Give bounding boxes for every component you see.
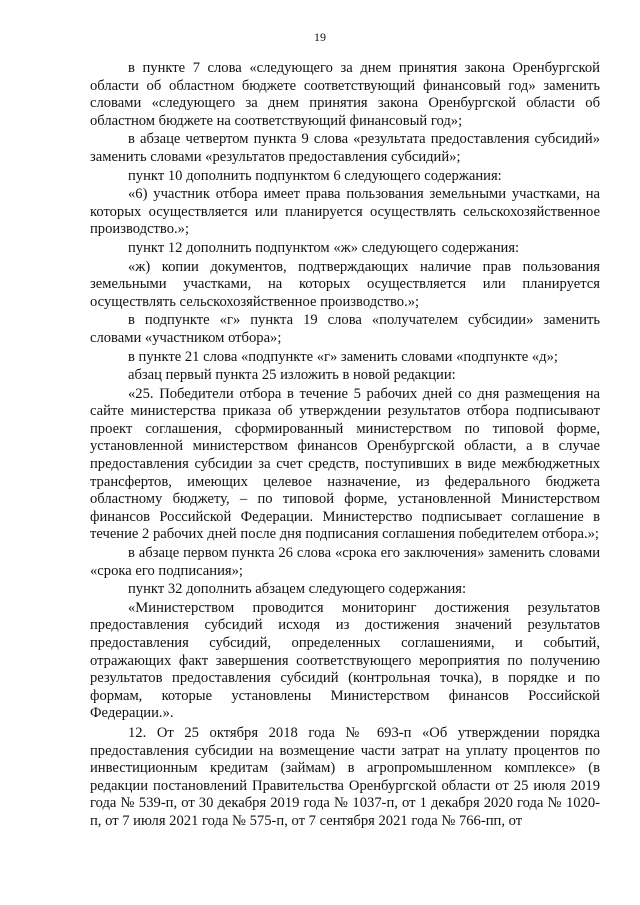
paragraph-item-21-amendment: в пункте 21 слова «подпункте «г» заменить словами «подпункте «д»;	[128, 348, 558, 365]
paragraph-subitem-zh-text: «ж) копии документов, подтверждающих наличие прав пользования земельными участками, на которых осуществляется или планируется осуществлять сельскохозяйственное производство.»;	[90, 258, 600, 310]
paragraph-item-10-intro: пункт 10 дополнить подпунктом 6 следующего содержания:	[128, 167, 502, 184]
page-number: 19	[314, 30, 326, 44]
paragraph-item-12-intro: пункт 12 дополнить подпунктом «ж» следующего содержания:	[128, 239, 520, 256]
paragraph-item-26-amendment: в абзаце первом пункта 26 слова «срока его заключения» заменить словами «срока его подписания»;	[90, 545, 600, 579]
paragraph-item-32-intro: пункт 32 дополнить абзацем следующего содержания:	[128, 581, 467, 598]
paragraph-section-12: 12. От 25 октября 2018 года № 693-п «Об утверждении порядка предоставления субсидии на возмещение части затрат на уплату процентов по инвестиционным кредитам (займам) в агропромышленном комплексе» (в редакции постановлений Правительства Оренбургской области от 25 июля 2019 года № 539-п, от 30 декабря 2019 года № 1037-п, от 1 декабря 2020 года № 1020-п, от 7 июля 2021 года № 575-п, от 7 сентября 2021 года № 766-пп, от	[90, 724, 600, 829]
paragraph-item-32-text: «Министерством проводится мониторинг достижения результатов предоставления субсидий исходя из достижения значений результатов предоставления субсидий, определенных соглашениями, и событий, отражающих факт завершения соответствующего мероприятия по получению результатов предоставления субсидий (контрольная точка), в порядке и по формам, которые установлены Министерством финансов Российской Федерации.».	[90, 599, 600, 722]
paragraph-item-25-intro: абзац первый пункта 25 изложить в новой редакции:	[128, 367, 456, 384]
paragraph-item-9-amendment: в абзаце четвертом пункта 9 слова «результата предоставления субсидий» заменить словами «результатов предоставления субсидий»;	[90, 131, 600, 165]
document-body	[90, 60, 600, 832]
paragraph-item-7-amendment: в пункте 7 слова «следующего за днем принятия закона Оренбургской области об областном бюджете соответствующий финансовый год» заменить словами «следующего за днем принятия закона Оренбургской области об областном бюджете на соответствующий финансовый год»;	[90, 60, 600, 129]
paragraph-item-25-text: «25. Победители отбора в течение 5 рабочих дней со дня размещения на сайте министерства приказа об утверждении результатов отбора подписывают проект соглашения, сформированный министерством по типовой форме, установленной министерством финансов Оренбургской области, а в случае предоставления субсидии за счет средств, поступивших в виде межбюджетных трансфертов, имеющих целевое назначение, из федерального бюджета областному бюджету, – по типовой форме, установленной Министерством финансов Российской Федерации. Министерство подписывает соглашение в течение 2 рабочих дней после дня подписания соглашения победителем отбора.»;	[90, 385, 600, 543]
paragraph-item-19-amendment: в подпункте «г» пункта 19 слова «получателем субсидии» заменить словами «участником отбора»;	[90, 312, 600, 346]
paragraph-subitem-6-text: «6) участник отбора имеет права пользования земельными участками, на которых осуществляется или планируется осуществлять сельскохозяйственное производство.»;	[90, 186, 600, 238]
